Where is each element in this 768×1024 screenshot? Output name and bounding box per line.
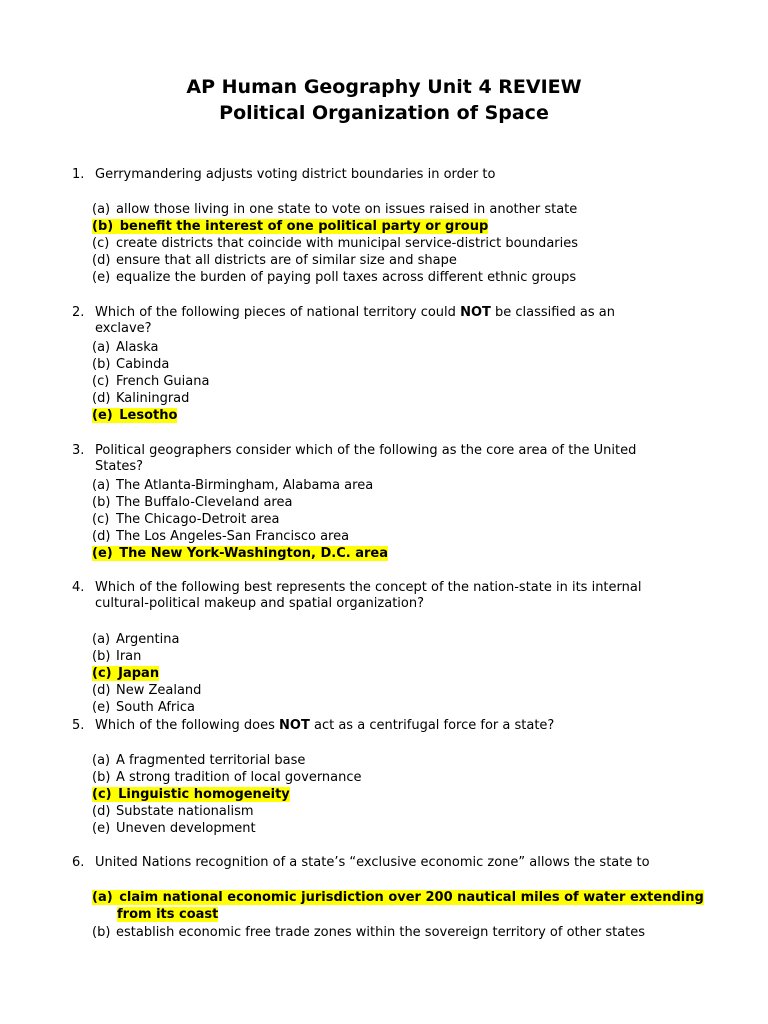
option-letter: (b): [92, 219, 114, 234]
option-1c: [92, 236, 692, 252]
page-subtitle: Political Organization of Space: [219, 102, 549, 124]
option-text: Japan: [118, 666, 160, 681]
option-2a: [92, 340, 692, 356]
option-text: claim national economic jurisdiction over 200 nautical miles of water extending: [119, 890, 704, 905]
option-3e-answer: [92, 546, 692, 562]
option-6a-answer: [92, 890, 704, 906]
option-4c-answer: [92, 666, 692, 682]
option-letter: (a): [92, 202, 111, 217]
option-text: The Chicago-Detroit area: [116, 512, 280, 527]
option-letter: (d): [92, 683, 111, 698]
option-letter: (d): [92, 804, 111, 819]
question-stem: United Nations recognition of a state’s “exclusive economic zone” allows the state to: [95, 855, 650, 870]
answer-highlight: [92, 890, 704, 905]
option-letter: (a): [92, 340, 111, 355]
option-4b: [92, 649, 692, 665]
option-letter: (a): [92, 632, 111, 647]
question-number: 3.: [72, 443, 85, 458]
question-number: 6.: [72, 855, 85, 870]
option-text: The Buffalo-Cleveland area: [116, 495, 293, 510]
option-text: A fragmented territorial base: [116, 753, 306, 768]
option-text: allow those living in one state to vote on issues raised in another state: [116, 202, 578, 217]
question-number: 4.: [72, 580, 85, 595]
option-2b: [92, 357, 692, 373]
option-4a: [92, 632, 692, 648]
option-3c: [92, 512, 692, 528]
option-4e: [92, 700, 692, 716]
option-letter: (e): [92, 546, 113, 561]
option-5c-answer: [92, 787, 692, 803]
option-letter: (c): [92, 512, 110, 527]
option-letter: (e): [92, 821, 111, 836]
option-2d: [92, 391, 692, 407]
option-6a-answer-continued: [117, 907, 717, 923]
emphasis-not: NOT: [279, 718, 310, 733]
option-letter: (b): [92, 495, 111, 510]
answer-highlight: [92, 408, 177, 423]
option-letter: (e): [92, 270, 111, 285]
option-text: A strong tradition of local governance: [116, 770, 362, 785]
question-stem: [95, 305, 670, 337]
option-text: from its coast: [117, 907, 219, 922]
option-text: establish economic free trade zones within the sovereign territory of other states: [116, 925, 646, 940]
question-number: 5.: [72, 718, 85, 733]
answer-highlight: [92, 666, 159, 681]
option-3b: [92, 495, 692, 511]
option-1a: [92, 202, 692, 218]
page-title: AP Human Geography Unit 4 REVIEW: [186, 76, 582, 98]
question-stem: Gerrymandering adjusts voting district boundaries in order to: [95, 167, 496, 182]
question-stem: [95, 718, 670, 734]
option-text: Substate nationalism: [116, 804, 254, 819]
option-5a: [92, 753, 692, 769]
option-text: Iran: [116, 649, 142, 664]
option-text: equalize the burden of paying poll taxes across different ethnic groups: [116, 270, 577, 285]
option-letter: (a): [92, 478, 111, 493]
option-2c: [92, 374, 692, 390]
answer-highlight: [92, 219, 488, 234]
option-text: ensure that all districts are of similar size and shape: [116, 253, 457, 268]
option-letter: (e): [92, 700, 111, 715]
option-letter: (e): [92, 408, 113, 423]
question-number: 1.: [72, 167, 85, 182]
option-letter: (d): [92, 253, 111, 268]
option-letter: (b): [92, 357, 111, 372]
emphasis-not: NOT: [460, 305, 491, 320]
option-letter: (a): [92, 753, 111, 768]
option-text: French Guiana: [116, 374, 210, 389]
question-stem: Political geographers consider which of the following as the core area of the United States?: [95, 443, 637, 474]
option-text: South Africa: [116, 700, 195, 715]
option-letter: (c): [92, 787, 112, 802]
option-1d: [92, 253, 692, 269]
option-letter: (d): [92, 529, 111, 544]
stem-text: Which of the following pieces of national territory could: [95, 305, 456, 320]
option-4d: [92, 683, 692, 699]
option-letter: (b): [92, 649, 111, 664]
option-5d: [92, 804, 692, 820]
option-text: Lesotho: [119, 408, 178, 423]
option-text: benefit the interest of one political party or group: [119, 219, 489, 234]
option-text: Uneven development: [116, 821, 256, 836]
option-2e-answer: [92, 408, 692, 424]
option-text: New Zealand: [116, 683, 202, 698]
option-text: The New York-Washington, D.C. area: [119, 546, 388, 561]
option-5e: [92, 821, 692, 837]
option-3a: [92, 478, 692, 494]
option-letter: (b): [92, 770, 111, 785]
question-stem: Which of the following best represents the concept of the nation-state in its internal cultural-political makeup and spatial organization?: [95, 580, 642, 611]
option-letter: (c): [92, 236, 110, 251]
option-text: Cabinda: [116, 357, 170, 372]
stem-text: act as a centrifugal force for a state?: [314, 718, 555, 733]
option-6b: [92, 925, 692, 941]
option-letter: (c): [92, 374, 110, 389]
stem-text: be classified as an exclave?: [95, 305, 615, 336]
option-text: The Atlanta-Birmingham, Alabama area: [116, 478, 374, 493]
option-5b: [92, 770, 692, 786]
option-text: Kaliningrad: [116, 391, 190, 406]
option-text: Argentina: [116, 632, 180, 647]
option-1b-answer: [92, 219, 692, 235]
option-letter: (b): [92, 925, 111, 940]
option-text: The Los Angeles-San Francisco area: [116, 529, 350, 544]
answer-highlight: [117, 907, 218, 922]
option-letter: (a): [92, 890, 113, 905]
answer-highlight: [92, 546, 388, 561]
option-1e: [92, 270, 692, 286]
option-letter: (c): [92, 666, 112, 681]
option-text: Alaska: [116, 340, 159, 355]
answer-highlight: [92, 787, 290, 802]
question-number: 2.: [72, 305, 85, 320]
option-3d: [92, 529, 692, 545]
stem-text: Which of the following does: [95, 718, 275, 733]
option-text: create districts that coincide with municipal service-district boundaries: [116, 236, 579, 251]
option-letter: (d): [92, 391, 111, 406]
option-text: Linguistic homogeneity: [118, 787, 290, 802]
